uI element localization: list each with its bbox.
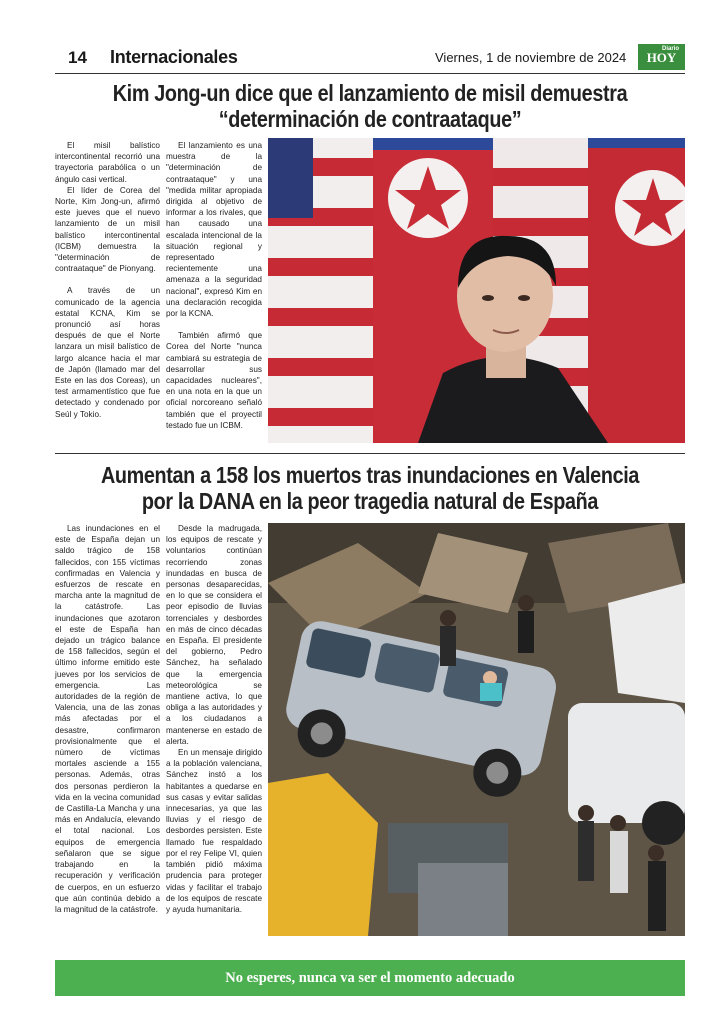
flood-photo-illustration bbox=[268, 523, 685, 936]
article1-column-1 bbox=[55, 140, 160, 420]
newspaper-logo bbox=[638, 44, 685, 70]
kim-jong-un-photo bbox=[268, 138, 685, 443]
header-divider bbox=[55, 73, 685, 74]
logo-top-text: Diario bbox=[661, 46, 679, 52]
article1-column-2 bbox=[166, 140, 262, 431]
article1-paragraph: A través de un comunicado de la agencia estatal KCNA, Kim se pronunció así horas después de que el Norte lanzara un misil balístico de largo alcance hacia el mar de Japón (llamado mar del Este en las dos Coreas), un test armamentístico que fue detectado y condenado por Seúl y Tokio. bbox=[55, 286, 160, 419]
valencia-flood-photo bbox=[268, 523, 685, 936]
article2-paragraph: En un mensaje dirigido a la población valenciana, Sánchez instó a los habitantes a quedarse en sus casas y evitar salidas innecesarias, ya que las lluvias y el riesgo de desbordes persisten. Este llamado fue respaldado por el rey Felipe VI, quien también pidió máxima prudencia para proteger vidas y facilitar el trabajo de los equipos de rescate y ayuda humanitaria. bbox=[166, 748, 262, 914]
issue-date: Viernes, 1 de noviembre de 2024 bbox=[435, 50, 627, 65]
kim-photo-illustration bbox=[268, 138, 685, 443]
article-divider bbox=[55, 453, 685, 454]
article2-paragraph: Desde la madrugada, los equipos de rescate y voluntarios continúan recorriendo zonas inundadas en busca de personas desaparecidas, en lo que se considera el peor episodio de lluvias torrenciales y desbordes en más de cinco décadas en España. El presidente del gobierno, Pedro Sánchez, ha señalado que la emergencia meteorológica se mantiene activa, lo que obliga a las autoridades y a los ciudadanos a mantenerse en estado de alerta. bbox=[166, 524, 262, 746]
footer-banner: No esperes, nunca va ser el momento adecuado bbox=[55, 960, 685, 996]
page-number: 14 bbox=[68, 48, 87, 67]
article2-column-2 bbox=[166, 523, 262, 915]
article1-paragraph: El líder de Corea del Norte, Kim Jong-un, afirmó este jueves que el nuevo lanzamiento de un misil balístico intercontinental (ICBM) demuestra la "determinación de contraataque" de Pionyang. bbox=[55, 185, 160, 274]
article1-headline: Kim Jong-un dice que el lanzamiento de misil demuestra “determinación de contraataque” bbox=[112, 80, 628, 132]
logo-main-text: HOY bbox=[646, 50, 677, 65]
article1-paragraph: El lanzamiento es una muestra de la "determinación de contraataque" y una "medida militar apropiada dirigida al objetivo de informar a los rivales, que han causado una escalada intencional de la situación regional y representado recientemente una amenaza a la seguridad nacional", expresó Kim en una declaración recogida por la KCNA. bbox=[166, 141, 262, 319]
section-title: Internacionales bbox=[110, 47, 238, 67]
page-header bbox=[55, 44, 685, 74]
article1-paragraph: El misil balístico intercontinental recorrió una trayectoria parabólica o un ángulo casi vertical. bbox=[55, 141, 160, 184]
article1-paragraph: También afirmó que Corea del Norte "nunca cambiará su estrategia de desarrollar sus capacidades nucleares", en una nota en la que un oficial norcoreano señaló también que el proyectil testado fue un ICBM. bbox=[166, 331, 262, 430]
article2-headline: Aumentan a 158 los muertos tras inundaciones en Valencia por la DANA en la peor tragedia natural de España bbox=[100, 462, 640, 514]
article2-paragraph: Las inundaciones en el este de España dejan un saldo trágico de 158 fallecidos, con 155 víctimas confirmadas en Valencia y esfuerzos de rescate en marcha ante la magnitud de la catástrofe. Las inundaciones que azotaron el este de España han dejado un trágico balance de 158 fallecidos, según el último informe emitido este jueves por los servicios de emergencia. Las autoridades de la región de Valencia, una de las zonas más afectadas por el desastre, confirmaron provisionalmente que el número de víctimas mortales asciende a 155 personas. Además, otras dos personas perdieron la vida en la vecina comunidad de Castilla-La Mancha y una más en Andalucía, elevando el total nacional. Los equipos de emergencia señalaron que se sigue trabajando en la recuperación y verificación de cuerpos, en un esfuerzo que aún continúa debido a la magnitud de la catástrofe. bbox=[55, 524, 160, 914]
article2-column-1 bbox=[55, 523, 160, 915]
